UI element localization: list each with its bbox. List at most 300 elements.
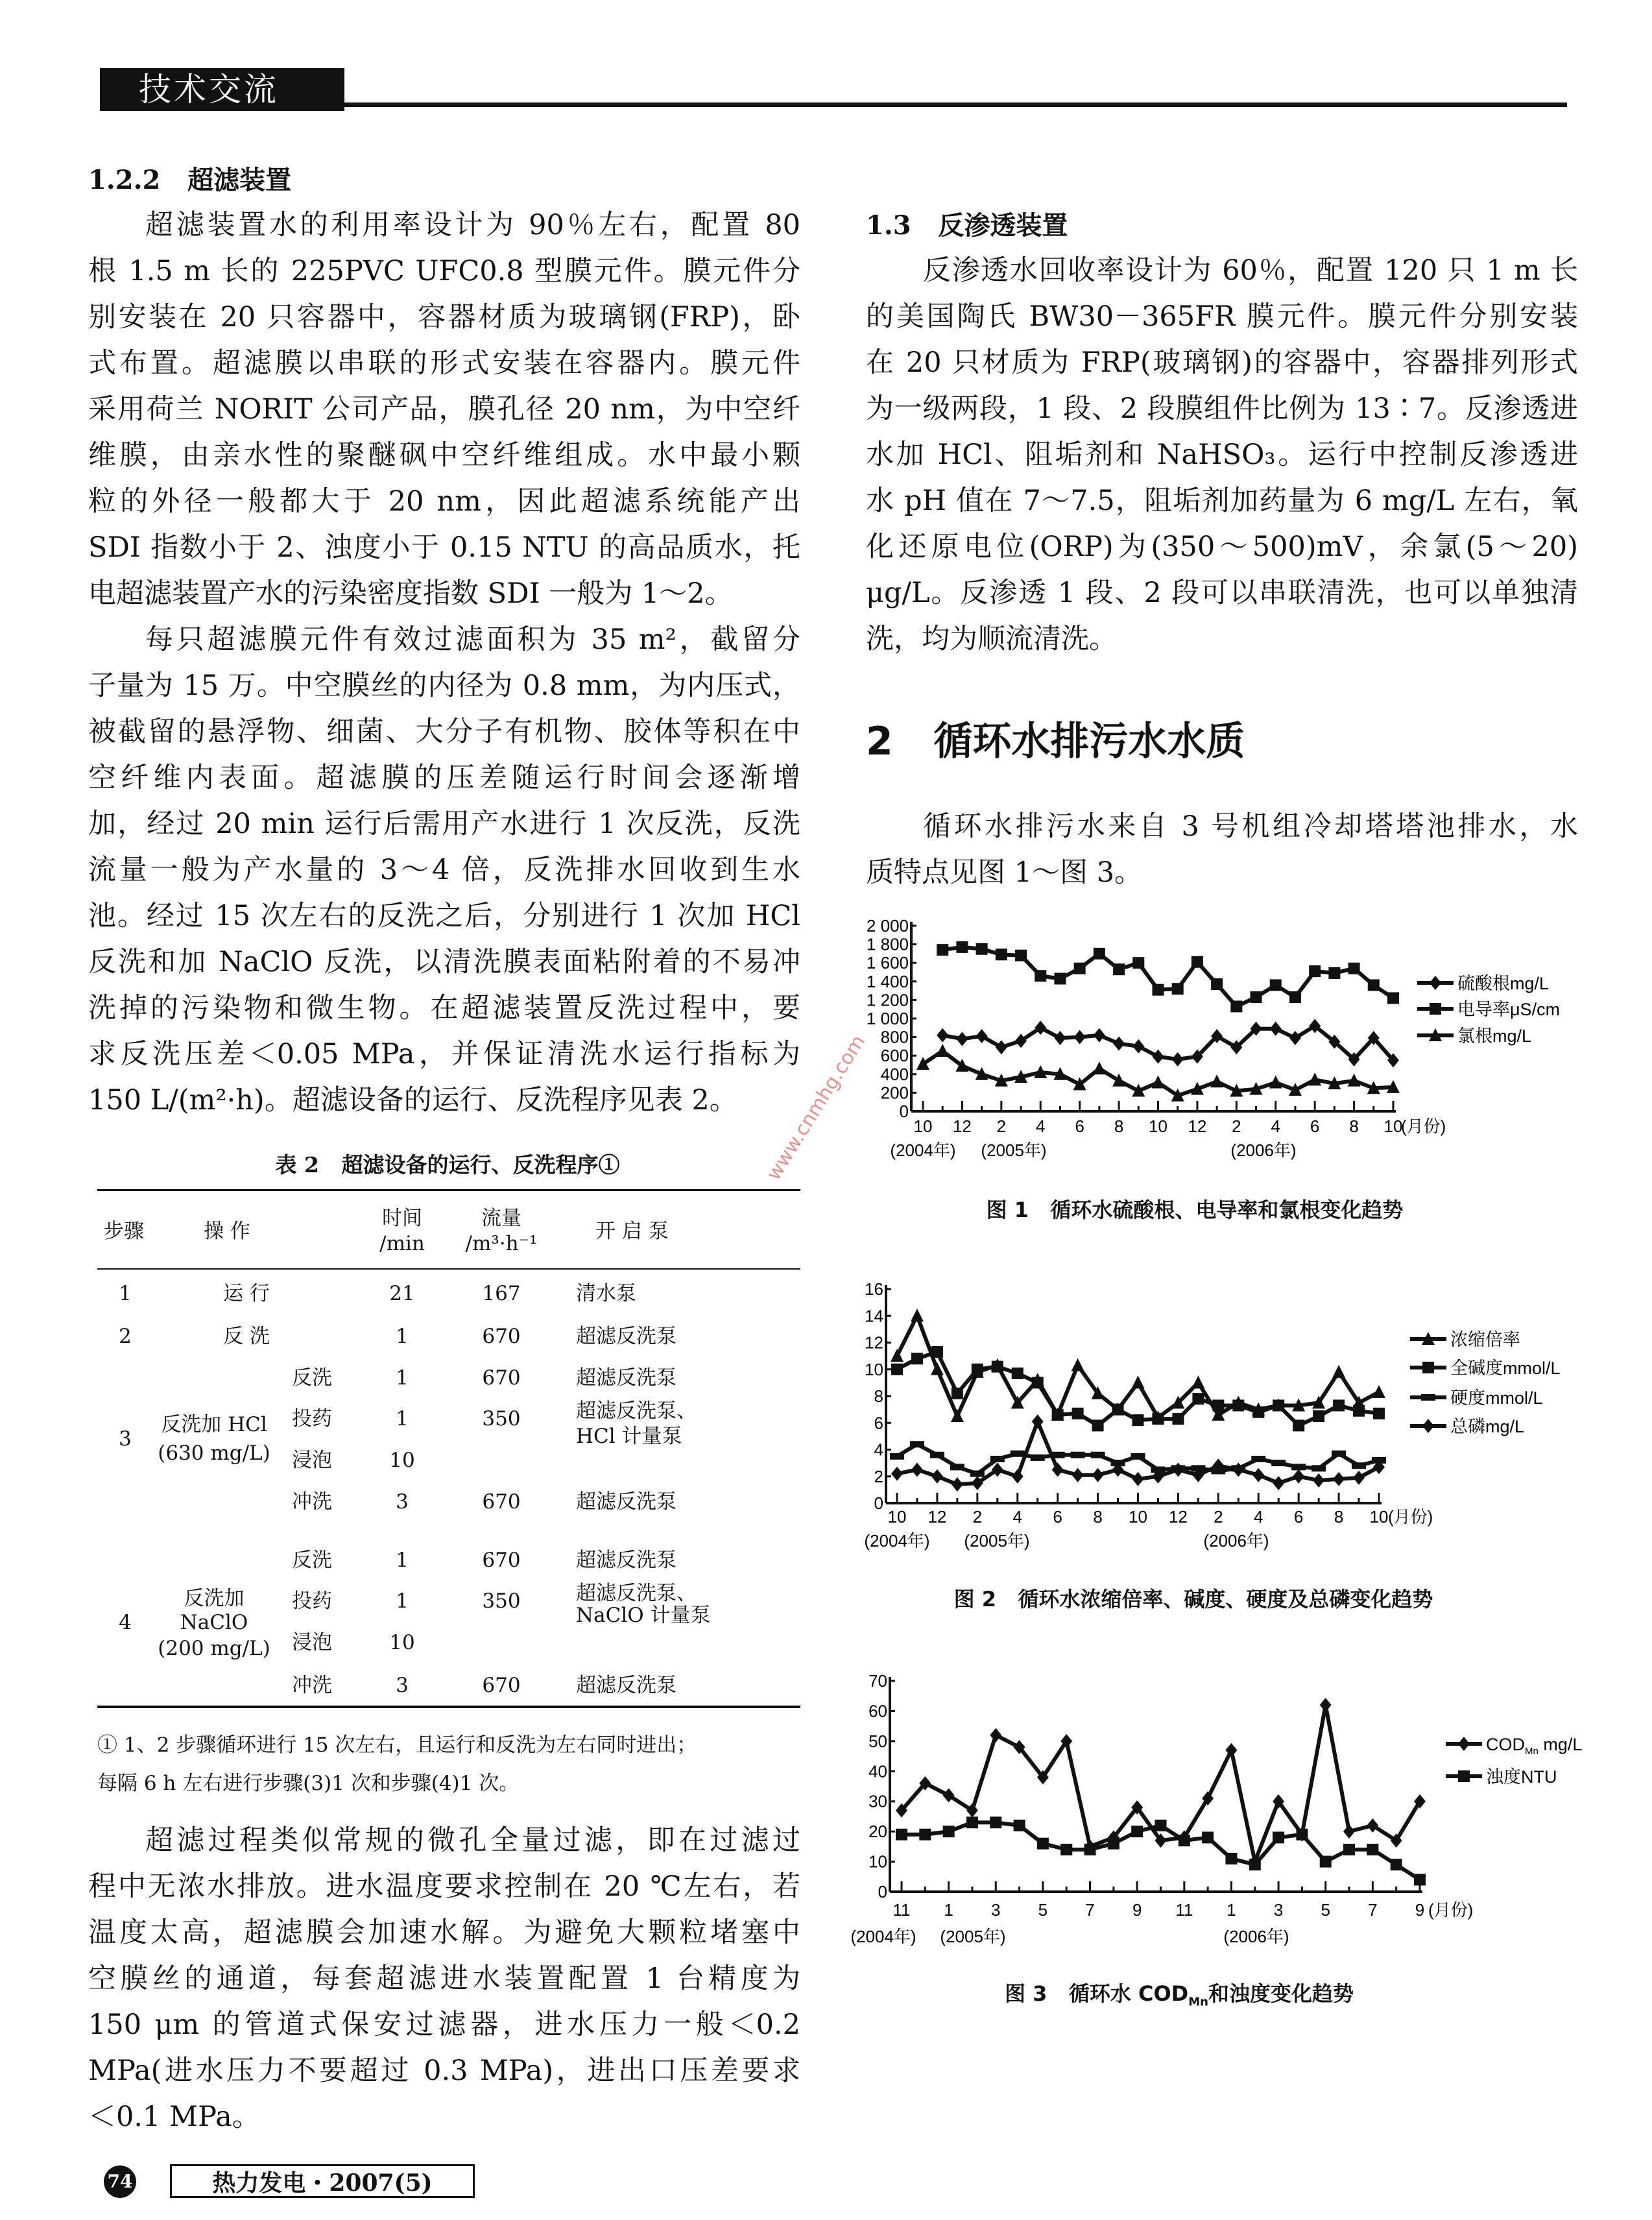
header-step: 步骤 [104, 1220, 144, 1243]
data-point [1132, 1375, 1145, 1388]
figure-2-caption: 图 2 循环水浓缩倍率、碱度、硬度及总磷变化趋势 [953, 1587, 1433, 1611]
y-tick-label: 400 [880, 1064, 909, 1084]
data-point [1251, 991, 1262, 1003]
text-line: 采用荷兰 NORIT 公司产品，膜孔径 20 nm，为中空纤 [88, 393, 800, 426]
page-number: 74 [104, 2166, 136, 2198]
cell-pump: NaClO 计量泵 [576, 1604, 711, 1627]
data-point [1293, 1419, 1304, 1431]
text-line: 150 L/(m²·h)。超滤设备的运行、反洗程序见表 2。 [88, 1084, 737, 1116]
data-point [1252, 1406, 1264, 1418]
data-point [996, 948, 1007, 960]
data-point [1054, 1031, 1066, 1045]
data-point [1112, 1404, 1124, 1416]
text-line: 求反洗压差＜0.05 MPa，并保证清洗水运行指标为 [88, 1038, 800, 1070]
data-point [1037, 1838, 1049, 1850]
data-point [1273, 1399, 1284, 1411]
text-line: 别安装在 20 只容器中，容器材质为玻璃钢(FRP)，卧 [88, 301, 800, 333]
x-tick-label: 12 [1188, 1116, 1207, 1136]
data-point [911, 1309, 924, 1321]
year-label: (2005年) [981, 1140, 1047, 1160]
data-point [972, 1472, 983, 1476]
data-point [1367, 1844, 1378, 1855]
header-flow-unit: /m³·h⁻¹ [465, 1232, 538, 1255]
header-time-unit: /min [379, 1232, 425, 1255]
cell-pump: 超滤反洗泵 [576, 1490, 676, 1514]
data-point [1348, 963, 1360, 974]
section-banner: 技术交流 [100, 68, 344, 111]
data-point [1296, 1829, 1308, 1840]
data-point [943, 1788, 955, 1802]
x-tick-label: 5 [1038, 1900, 1048, 1920]
data-point [1192, 1393, 1204, 1405]
y-tick-label: 0 [899, 1102, 909, 1121]
data-point [990, 1816, 1001, 1828]
x-tick-label: 3 [1273, 1900, 1284, 1920]
x-tick-label: 8 [1114, 1116, 1124, 1136]
data-point [1015, 950, 1027, 961]
year-label: (2006年) [1230, 1140, 1297, 1160]
text-line: 被截留的悬浮物、细菌、大分子有机物、胶体等积在中 [88, 716, 800, 748]
y-tick-label: 8 [874, 1386, 883, 1406]
cell-operation: 反洗加 HCl [161, 1413, 267, 1436]
legend-subscript: Mn [1525, 1746, 1538, 1757]
year-label: (2004年) [864, 1531, 930, 1550]
series-line-1 [942, 1026, 1393, 1060]
cell-operation: (200 mg/L) [158, 1637, 270, 1660]
x-tick-label: 2 [1232, 1116, 1241, 1136]
data-point [1212, 1399, 1224, 1411]
y-tick-label: 6 [874, 1413, 883, 1433]
data-point [996, 1040, 1007, 1054]
data-point [1092, 1453, 1104, 1457]
cell-operation: 反 洗 [223, 1325, 270, 1348]
y-tick-label: 14 [865, 1306, 883, 1326]
x-tick-label: 8 [1334, 1507, 1344, 1526]
data-point [1071, 1358, 1084, 1371]
section-heading-1-2-2: 1.2.2 超滤装置 [88, 165, 292, 195]
x-tick-label: 7 [1368, 1900, 1378, 1920]
text-line: 空膜丝的通道，每套超滤进水装置配置 1 台精度为 [88, 1962, 800, 1995]
cell-operation: NaClO [180, 1611, 248, 1634]
x-tick-label: 12 [1168, 1507, 1188, 1526]
data-point [1113, 1037, 1125, 1051]
data-point [1060, 1844, 1072, 1855]
header-pump: 开 启 泵 [595, 1220, 669, 1243]
text-line: 每只超滤膜元件有效过滤面积为 35 m²，截留分 [145, 623, 800, 656]
x-tick-label: 9 [1415, 1900, 1425, 1920]
x-tick-label: 4 [1036, 1116, 1046, 1136]
cell-time: 10 [389, 1631, 415, 1654]
data-point [911, 1353, 923, 1364]
cell-time: 3 [396, 1674, 409, 1697]
cell-pump: 超滤反洗泵 [576, 1325, 676, 1348]
legend-marker [1422, 1362, 1434, 1373]
x-tick-label: 10 [1369, 1507, 1389, 1526]
text-line: 洗掉的污染物和微生物。在超滤装置反洗过程中，要 [88, 992, 800, 1024]
data-point [956, 941, 968, 953]
data-point [1333, 1452, 1345, 1456]
x-tick-label: 11 [892, 1900, 911, 1920]
text-line: 子量为 15 万。中空膜丝的内径为 0.8 mm，为内压式， [88, 670, 800, 702]
data-point [1012, 1368, 1024, 1379]
data-point [1353, 1405, 1365, 1417]
cell-step: 3 [119, 1427, 132, 1451]
data-point [1343, 1844, 1355, 1855]
watermark: www.cnmhg.com [762, 1031, 870, 1185]
y-tick-label: 2 [874, 1466, 883, 1486]
data-point [1320, 1856, 1332, 1868]
y-tick-label: 20 [868, 1822, 887, 1842]
data-point [1328, 967, 1340, 979]
data-point [1252, 1468, 1264, 1482]
figure-3-caption [1005, 1977, 1354, 2009]
cell-step: 4 [119, 1611, 132, 1634]
data-point [1191, 956, 1203, 968]
data-point [1252, 1457, 1264, 1461]
cell-pump: 清水泵 [576, 1282, 636, 1305]
text-line: 化还原电位(ORP)为(350～500)mV，余氯(5～20) [866, 531, 1578, 563]
x-tick-label: 10 [1129, 1507, 1147, 1526]
data-point [1179, 1835, 1190, 1846]
data-point [1270, 1022, 1282, 1036]
cell-step: 2 [119, 1325, 132, 1348]
text-line: MPa(进水压力不要超过 0.3 MPa)，进出口压差要求 [88, 2055, 800, 2087]
data-point [1343, 1824, 1355, 1839]
header-flow: 流量 [481, 1207, 521, 1230]
cell-time: 1 [396, 1589, 409, 1613]
data-point [1072, 1408, 1084, 1419]
x-axis-unit: (月份) [1401, 1116, 1446, 1136]
data-point [1172, 1413, 1184, 1425]
text-line: 的美国陶氏 BW30－365FR 膜元件。膜元件分别安装 [866, 300, 1578, 333]
legend-label [1486, 1735, 1582, 1757]
text-line: 150 μm 的管道式保安过滤器，进水压力一般＜0.2 [88, 2009, 800, 2041]
data-point [1072, 1453, 1084, 1457]
data-point [1035, 970, 1046, 982]
data-point [911, 1462, 923, 1477]
x-axis-unit: (月份) [1428, 1900, 1474, 1920]
text-line: 流量一般为产水量的 3～4 倍，反洗排水回收到生水 [88, 854, 800, 886]
text-line: 反渗透水回收率设计为 60％，配置 120 只 1 m 长 [923, 254, 1578, 287]
header-time: 时间 [382, 1207, 422, 1230]
legend-label [1450, 1417, 1524, 1436]
text-line: 循环水排污水来自 3 号机组冷却塔塔池排水，水 [923, 810, 1578, 843]
x-tick-label: 2 [972, 1507, 983, 1526]
data-point [1367, 1818, 1378, 1833]
cell-flow: 670 [482, 1325, 521, 1348]
y-tick-label: 1 000 [866, 1009, 909, 1028]
y-tick-label: 12 [865, 1333, 883, 1353]
data-point [937, 1028, 948, 1043]
data-point [1414, 1874, 1426, 1885]
y-tick-label: 10 [868, 1852, 887, 1872]
text-line: 式布置。超滤膜以串联的形式安装在容器内。膜元件 [88, 347, 800, 380]
series-line-2 [942, 947, 1393, 1007]
data-point [891, 1467, 903, 1481]
data-point [1313, 1410, 1324, 1422]
data-point [1273, 1476, 1284, 1490]
year-label: (2005年) [964, 1531, 1030, 1550]
text-line: SDI 指数小于 2、浊度小于 0.15 NTU 的高品质水，托 [88, 531, 800, 564]
x-tick-label: 6 [1053, 1507, 1062, 1526]
data-point [1074, 963, 1086, 974]
x-tick-label: 5 [1321, 1900, 1330, 1920]
cell-time: 1 [396, 1407, 409, 1430]
cell-sub-operation: 反洗 [292, 1549, 332, 1572]
caption-tail: 和浊度变化趋势 [1208, 1981, 1354, 2006]
x-tick-label: 3 [991, 1900, 1001, 1920]
data-point [952, 1388, 963, 1399]
data-point [919, 1829, 931, 1840]
legend-label [1486, 1767, 1557, 1787]
text-line: 空纤维内表面。超滤膜的压差随运行时间会逐渐增 [88, 762, 800, 794]
data-point [1353, 1464, 1365, 1467]
data-point [936, 1044, 949, 1057]
x-tick-label: 6 [1310, 1116, 1320, 1136]
data-point [1092, 1468, 1104, 1482]
data-point [1333, 1472, 1345, 1486]
legend-label [1457, 1026, 1531, 1046]
section-heading-2: 2 循环水排污水水质 [866, 719, 1245, 764]
x-tick-label: 4 [1254, 1507, 1263, 1526]
text-line: 反洗和加 NaClO 反洗，以清洗膜表面粘附着的不易冲 [88, 946, 800, 978]
data-point [966, 1804, 978, 1818]
cell-flow: 670 [482, 1674, 521, 1697]
y-tick-label: 70 [868, 1671, 887, 1691]
data-point [1372, 1385, 1385, 1398]
cell-flow: 670 [482, 1366, 521, 1390]
cell-pump: 超滤反洗泵、 [576, 1582, 697, 1605]
legend-text: COD [1486, 1735, 1525, 1754]
data-point [1032, 1377, 1044, 1388]
data-point [1368, 980, 1380, 991]
series-line-1 [897, 1316, 1379, 1418]
y-tick-label: 1 800 [866, 934, 909, 954]
text-line: 质特点见图 1～图 3。 [866, 856, 1143, 889]
legend-marker [1422, 1395, 1434, 1399]
text-line: 程中无浓水排放。进水温度要求控制在 20 ℃左右，若 [88, 1870, 800, 1903]
text-line: 超滤装置水的利用率设计为 90％左右，配置 80 [145, 209, 800, 241]
data-point [1074, 1030, 1086, 1044]
data-point [1032, 1456, 1044, 1460]
data-point [1211, 978, 1223, 990]
cell-time: 1 [396, 1325, 409, 1348]
data-point [1014, 1820, 1025, 1831]
y-tick-label: 0 [874, 1493, 883, 1513]
data-point [896, 1829, 907, 1840]
x-tick-label: 4 [1271, 1116, 1280, 1136]
x-tick-label: 12 [952, 1116, 972, 1136]
x-tick-label: 10 [1149, 1116, 1167, 1136]
x-tick-label: 10 [1383, 1116, 1403, 1136]
data-point [966, 1816, 978, 1828]
data-point [1210, 1074, 1223, 1087]
data-point [1172, 983, 1184, 995]
data-point [1309, 965, 1321, 977]
data-point [891, 1364, 903, 1375]
data-point [931, 1453, 943, 1457]
cell-time: 21 [389, 1282, 415, 1305]
legend-marker [1422, 1419, 1434, 1433]
legend-text: 电导率μS/cm [1457, 1000, 1561, 1019]
legend-label [1450, 1330, 1520, 1349]
data-point [1092, 1419, 1104, 1431]
text-line: 粒的外径一般都大于 20 nm，因此超滤系统能产出 [88, 485, 800, 518]
data-point [972, 1364, 983, 1375]
cell-pump: 超滤反洗泵、 [576, 1399, 697, 1423]
cell-time: 10 [389, 1449, 415, 1472]
data-point [1387, 993, 1399, 1004]
data-point [1152, 1076, 1165, 1089]
legend-marker [1458, 1770, 1470, 1782]
legend-marker [1430, 1003, 1441, 1015]
data-point [990, 1728, 1001, 1743]
data-point [1249, 1859, 1261, 1870]
x-tick-label: 10 [913, 1116, 933, 1136]
x-tick-label: 8 [1093, 1507, 1103, 1526]
cell-operation: (630 mg/L) [158, 1442, 270, 1465]
cell-time: 3 [396, 1490, 409, 1514]
data-point [1232, 1399, 1244, 1411]
data-point [1054, 973, 1066, 985]
data-point [1353, 1471, 1365, 1485]
table-footnote-2: 每隔 6 h 左右进行步骤(3)1 次和步骤(4)1 次。 [97, 1772, 520, 1795]
legend-label [1450, 1388, 1543, 1408]
text-line: 水加 HCl、阻垢剂和 NaHSO₃。运行中控制反渗透进 [866, 439, 1578, 471]
cell-pump: 超滤反洗泵 [576, 1549, 676, 1572]
legend-text: 浓缩倍率 [1450, 1330, 1520, 1349]
cell-flow: 350 [482, 1407, 521, 1430]
y-tick-label: 2 000 [866, 916, 909, 935]
text-line: 根 1.5 m 长的 225PVC UFC0.8 型膜元件。膜元件分 [88, 255, 800, 287]
data-point [1191, 1375, 1204, 1388]
text-line: 超滤过程类似常规的微孔全量过滤，即在过滤过 [145, 1824, 800, 1857]
text-line: 水 pH 值在 7～7.5，阻垢剂加药量为 6 mg/L 左右，氧 [866, 485, 1578, 517]
cell-pump: 超滤反洗泵 [576, 1674, 676, 1697]
text-line: 在 20 只材质为 FRP(玻璃钢)的容器中，容器排列形式 [866, 346, 1578, 379]
y-tick-label: 16 [865, 1279, 883, 1299]
cell-pump: HCl 计量泵 [576, 1425, 682, 1448]
data-point [1320, 1698, 1332, 1712]
text-line: 温度太高，超滤膜会加速水解。为避免大颗粒堵塞中 [88, 1916, 800, 1949]
data-point [1230, 1000, 1242, 1012]
x-tick-label: 8 [1349, 1116, 1359, 1136]
legend-text: 全碱度mmol/L [1450, 1358, 1561, 1378]
data-point [931, 1346, 943, 1358]
x-tick-label: 6 [1075, 1116, 1084, 1136]
x-tick-label: 9 [1132, 1900, 1142, 1920]
cell-sub-operation: 浸泡 [292, 1449, 332, 1472]
y-tick-label: 1 600 [866, 953, 909, 973]
caption-subscript: Mn [1188, 1995, 1208, 2009]
data-point [1072, 1468, 1084, 1482]
data-point [1012, 1469, 1024, 1484]
x-tick-label: 12 [928, 1507, 947, 1526]
x-tick-label: 10 [887, 1507, 907, 1526]
x-tick-label: 4 [1012, 1507, 1022, 1526]
data-point [1225, 1853, 1237, 1864]
y-tick-label: 0 [878, 1882, 887, 1901]
year-label: (2004年) [850, 1927, 916, 1946]
legend-marker [1430, 976, 1441, 990]
data-point [1131, 1826, 1143, 1837]
data-point [1132, 957, 1144, 969]
data-point [1273, 1831, 1284, 1843]
cell-flow: 670 [482, 1490, 521, 1514]
cell-sub-operation: 投药 [292, 1589, 332, 1613]
data-point [1012, 1452, 1024, 1456]
cell-pump: 超滤反洗泵 [576, 1366, 676, 1390]
year-label: (2004年) [890, 1140, 956, 1160]
x-tick-label: 2 [996, 1116, 1007, 1136]
text-line: 洗，均为顺流清洗。 [866, 623, 1117, 655]
y-tick-label: 800 [880, 1027, 909, 1047]
cell-operation: 运 行 [223, 1282, 270, 1305]
data-point [1155, 1820, 1167, 1831]
legend-marker [1458, 1737, 1470, 1751]
data-point [1153, 1050, 1164, 1064]
text-line: 加，经过 20 min 运行后需用产水进行 1 次反洗，反洗 [88, 808, 800, 840]
legend-label [1450, 1358, 1561, 1378]
data-point [1273, 1461, 1284, 1465]
x-axis-unit: (月份) [1388, 1507, 1433, 1526]
cell-flow: 670 [482, 1549, 521, 1572]
cell-sub-operation: 反洗 [292, 1366, 332, 1390]
x-tick-label: 1 [1227, 1900, 1236, 1920]
legend-label [1457, 974, 1549, 993]
data-point [951, 1409, 964, 1422]
data-point [1289, 1031, 1301, 1045]
text-line: 电超滤装置产水的污染密度指数 SDI 一般为 1～2。 [88, 577, 733, 610]
legend-text: 氯根mg/L [1457, 1026, 1532, 1046]
data-point [1132, 1472, 1144, 1486]
x-tick-label: 7 [1085, 1900, 1095, 1920]
y-tick-label: 10 [865, 1359, 883, 1379]
cell-time: 1 [396, 1549, 409, 1572]
text-line: μg/L。反渗透 1 段、2 段可以串联清洗，也可以单独清 [866, 577, 1578, 609]
data-point [1132, 1039, 1144, 1054]
data-point [1132, 1414, 1144, 1426]
table-footnote-1: ① 1、2 步骤循环进行 15 次左右，且运行和反洗为左右同时进出； [97, 1733, 697, 1757]
data-point [1052, 1409, 1064, 1421]
legend-text: 总磷mg/L [1450, 1417, 1525, 1436]
data-point [1202, 1831, 1214, 1843]
text-line: 为一级两段，1 段、2 段膜组件比例为 13∶7。反渗透进 [866, 392, 1578, 425]
year-label: (2005年) [940, 1927, 1006, 1946]
data-point [1289, 991, 1301, 1003]
cell-operation: 反洗加 [184, 1587, 245, 1610]
y-tick-label: 30 [868, 1791, 887, 1811]
caption-text: 图 3 循环水 COD [1005, 1981, 1189, 2006]
cell-time: 1 [396, 1366, 409, 1390]
data-point [1093, 1061, 1106, 1074]
x-tick-label: 11 [1175, 1900, 1193, 1920]
text-line: 池。经过 15 次左右的反洗之后，分别进行 1 次加 HCl [88, 900, 800, 932]
y-tick-label: 1 400 [866, 971, 909, 991]
data-point [976, 1029, 988, 1043]
data-point [1269, 1076, 1282, 1089]
y-tick-label: 50 [868, 1731, 887, 1751]
y-tick-label: 600 [880, 1046, 909, 1066]
data-point [1391, 1859, 1402, 1870]
legend-unit: mg/L [1538, 1735, 1583, 1754]
x-tick-label: 6 [1293, 1507, 1304, 1526]
data-point [1313, 1466, 1324, 1470]
data-point [1313, 1473, 1324, 1488]
cell-step: 1 [119, 1282, 132, 1305]
legend-label [1457, 1000, 1560, 1019]
x-tick-label: 1 [944, 1900, 953, 1920]
